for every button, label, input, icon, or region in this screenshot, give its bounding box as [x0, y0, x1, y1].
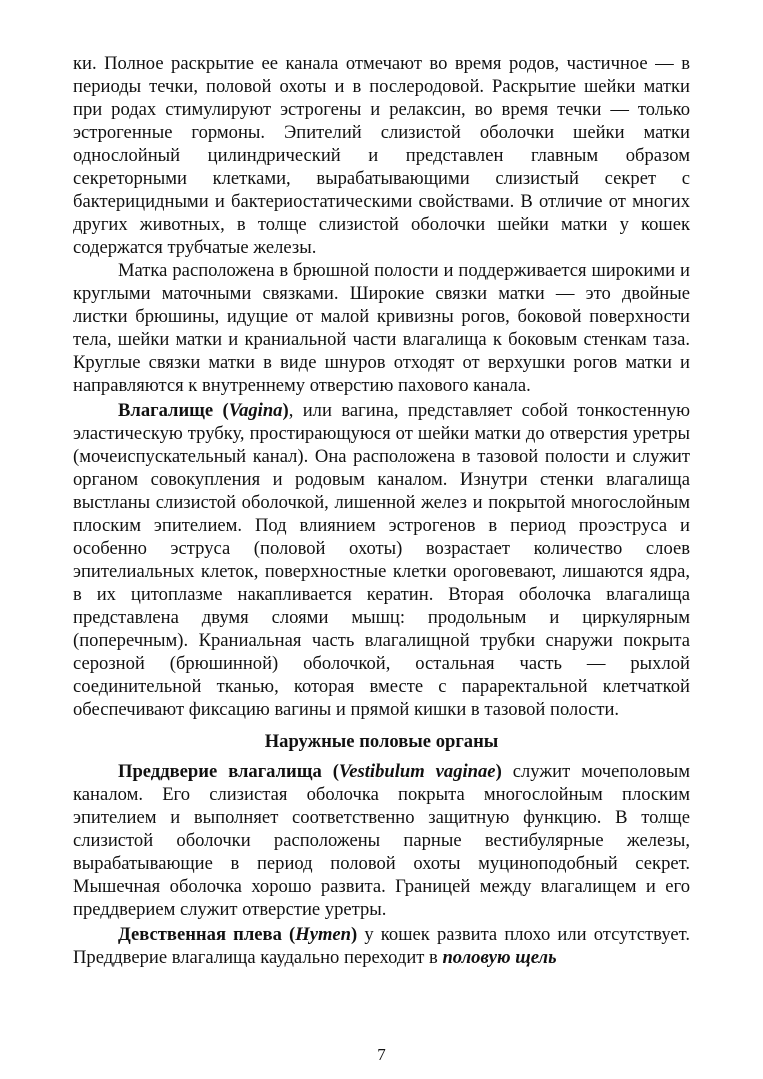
page-number: 7	[377, 1045, 386, 1064]
page-body	[73, 52, 690, 969]
paragraph-vestibule-text: служит мочеполовым каналом. Его слизистая оболочка покрыта многослойным плоским эпителием и выполняет соответственно защитную функцию. В толще слизистой оболочки расположены парные вестибулярные железы, вырабатывающие в период половой охоты муциноподобный секрет. Мышечная оболочка хорошо развита. Границей между влагалищем и его преддверием служит отверстие уретры.	[73, 761, 691, 920]
paragraph-cervix-continued: ки. Полное раскрытие ее канала отмечают во время родов, частичное — в периоды течки, половой охоты и в послеродовой. Раскрытие шейки матки при родах стимулируют эстрогены и релаксин, во время течки — только эстрогенные гормоны. Эпителий слизистой оболочки шейки матки однослойный цилиндрический и представлен главным образом секреторными клетками, вырабатывающими слизистый секрет с бактерицидными и бактериостатическими свойствами. В отличие от многих других животных, в толще слизистой оболочки шейки матки у кошек содержатся трубчатые железы.	[73, 53, 690, 258]
term-vagina: Влагалище (Vagina)	[118, 400, 289, 421]
term-vestibule: Преддверие влагалища (Vestibulum vaginae)	[118, 761, 502, 782]
paragraph-vagina	[73, 399, 690, 721]
paragraph-vestibule	[73, 760, 690, 921]
paragraph-vagina-text: , или вагина, представляет собой тонкостенную эластическую трубку, простирающуюся от шейки матки до отверстия уретры (мочеиспускательный канал). Она расположена в тазовой полости и служит органом совокупления и родовым каналом. Изнутри стенки влагалища выстланы слизистой оболочкой, лишенной желез и покрытой многослойным плоским эпителием. Под влиянием эстрогенов в период проэструса и особенно эструса (половой охоты) возрастает количество слоев эпителиальных клеток, поверхностные клетки ороговевают, лишаются ядра, в их цитоплазме накапливается кератин. Вторая оболочка влагалища представлена двумя слоями мышц: продольным и циркулярным (поперечным). Краниальная часть влагалищной трубки снаружи покрыта серозной (брюшинной) оболочкой, остальная часть — рыхлой соединительной тканью, которая вместе с параректальной клетчаткой обеспечивают фиксацию вагины и прямой кишки в тазовой полости.	[73, 400, 690, 720]
paragraph-uterus-ligaments: Матка расположена в брюшной полости и поддерживается широкими и круглыми маточными связками. Широкие связки матки — это двойные листки брюшины, идущие от малой кривизны рогов, боковой поверхности тела, шейки матки и краниальной части влагалища к боковым стенкам таза. Круглые связки матки в виде шнуров отходят от верхушки рогов матки и направляются к внутреннему отверстию пахового канала.	[73, 260, 690, 396]
paragraph-hymen	[73, 923, 690, 969]
term-hymen: Девственная плева (Hymen)	[118, 924, 358, 945]
section-heading: Наружные половые органы	[264, 731, 499, 752]
paragraph-hymen-text: у кошек развита плохо или отсутствует. Преддверие влагалища каудально переходит в	[73, 924, 690, 968]
emphasis-genital-slit: половую щель	[442, 947, 557, 968]
